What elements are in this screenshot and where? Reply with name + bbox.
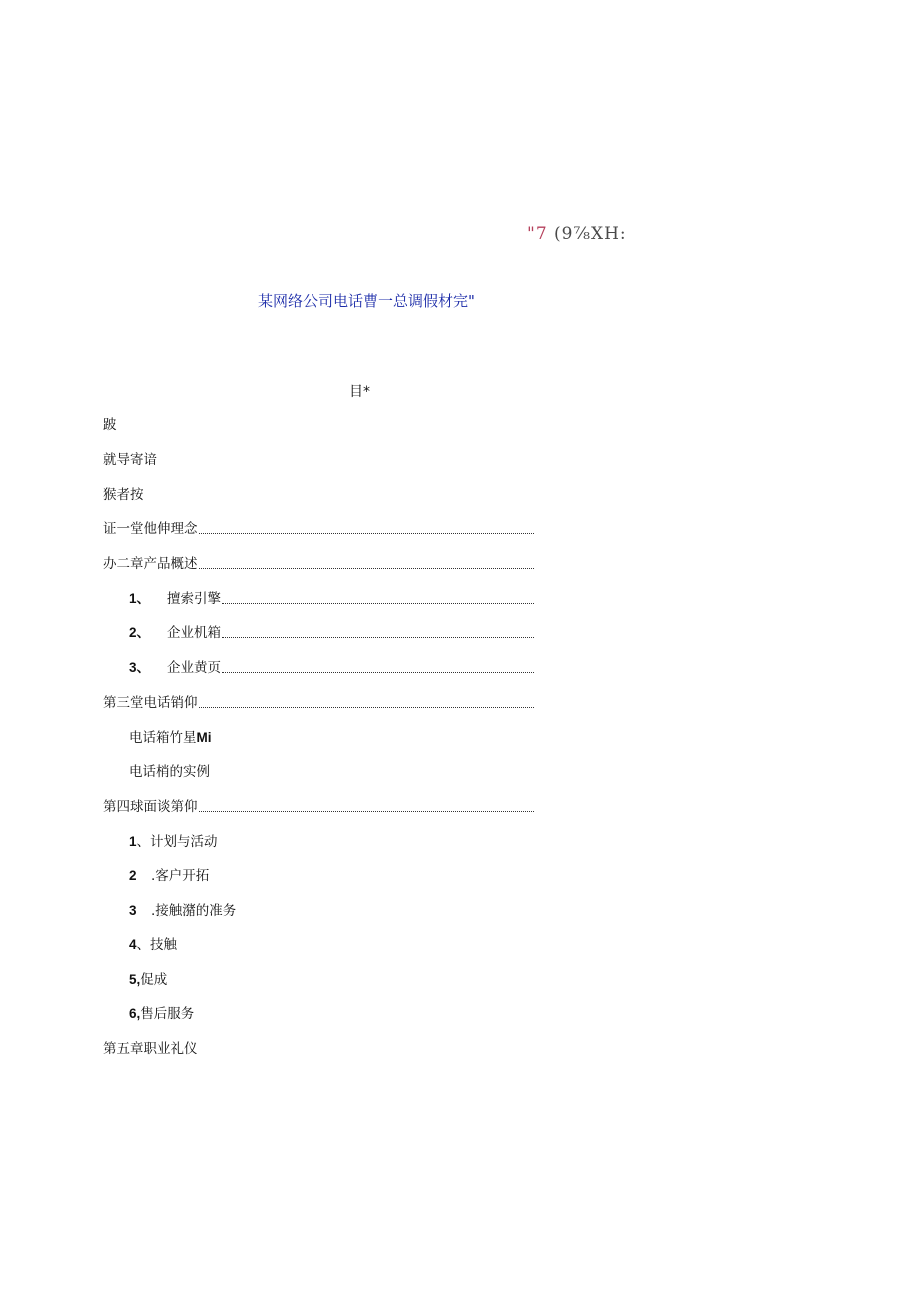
toc-item-label: 第三堂电话销仰: [103, 695, 198, 711]
toc-item-number: 4: [129, 937, 137, 952]
toc-item-label: 企业黄页: [167, 660, 221, 676]
toc-item-label: 第五章职业礼仪: [103, 1041, 198, 1057]
toc-item-label: 猴者按: [103, 487, 144, 503]
toc-item-number: 5,: [129, 972, 141, 987]
toc-item[interactable]: [103, 416, 117, 434]
toc-item[interactable]: [129, 729, 212, 747]
toc-item-label: 、计划与活动: [136, 834, 218, 850]
toc-item-number: 1: [129, 834, 137, 849]
toc-item-number: 6,: [129, 1006, 141, 1021]
toc-item[interactable]: [103, 451, 157, 469]
toc-leader-dots: [199, 811, 535, 812]
toc-item-suffix: Mi: [196, 730, 212, 745]
toc-item[interactable]: [129, 971, 167, 989]
toc-item[interactable]: [129, 902, 236, 920]
document-title: 某网络公司电话曹一总调假材完": [258, 292, 475, 310]
header-code: [527, 224, 627, 244]
header-code-text: (9⅞XH:: [554, 224, 627, 244]
toc-item-label: 电话梢的实例: [129, 764, 210, 780]
toc-item[interactable]: [129, 867, 209, 885]
toc-item[interactable]: [103, 486, 144, 504]
toc-item-label: 跛: [103, 417, 117, 433]
toc-item-number: 3: [129, 903, 137, 918]
toc-item-label: 就导寄谙: [103, 452, 157, 468]
toc-item[interactable]: [129, 590, 534, 608]
toc-item-label: 擅索引擎: [167, 591, 221, 607]
toc-item-number: 1、: [129, 591, 151, 606]
toc-item[interactable]: [103, 694, 534, 712]
toc-item[interactable]: [103, 1040, 198, 1058]
toc-item-number: 2、: [129, 625, 151, 640]
header-code-mark: "7: [527, 224, 548, 244]
toc-leader-dots: [199, 533, 535, 534]
toc-item[interactable]: [129, 659, 534, 677]
toc-item-number: 3、: [129, 660, 151, 675]
toc-item[interactable]: [129, 1005, 194, 1023]
toc-item[interactable]: [103, 555, 534, 573]
toc-heading: 目*: [349, 384, 370, 400]
toc-leader-dots: [222, 672, 534, 673]
toc-item[interactable]: [129, 763, 210, 781]
toc-item-label: 证一堂他伸理念: [103, 521, 198, 537]
toc-item-label: 办二章产品概述: [103, 556, 198, 572]
toc-item-label: 企业机箱: [167, 625, 221, 641]
toc-item-number: 2: [129, 868, 137, 883]
toc-item-label: 电话箱竹星: [129, 730, 197, 746]
toc-item-label: 促成: [140, 972, 168, 988]
toc-leader-dots: [222, 637, 534, 638]
toc-item-label: 第四球面谈第仰: [103, 799, 198, 815]
toc-leader-dots: [222, 603, 534, 604]
toc-item[interactable]: [129, 624, 534, 642]
toc-item[interactable]: [129, 833, 218, 851]
toc-leader-dots: [199, 568, 535, 569]
toc-item[interactable]: [103, 520, 534, 538]
toc-item-label: 、技触: [136, 937, 178, 953]
toc-item[interactable]: [129, 936, 177, 954]
toc-leader-dots: [199, 707, 535, 708]
toc-item[interactable]: [103, 798, 534, 816]
toc-item-label: 售后服务: [140, 1006, 195, 1022]
toc-item-label: .客户开拓: [151, 868, 210, 884]
toc-item-label: .接触潴的准务: [151, 903, 237, 919]
